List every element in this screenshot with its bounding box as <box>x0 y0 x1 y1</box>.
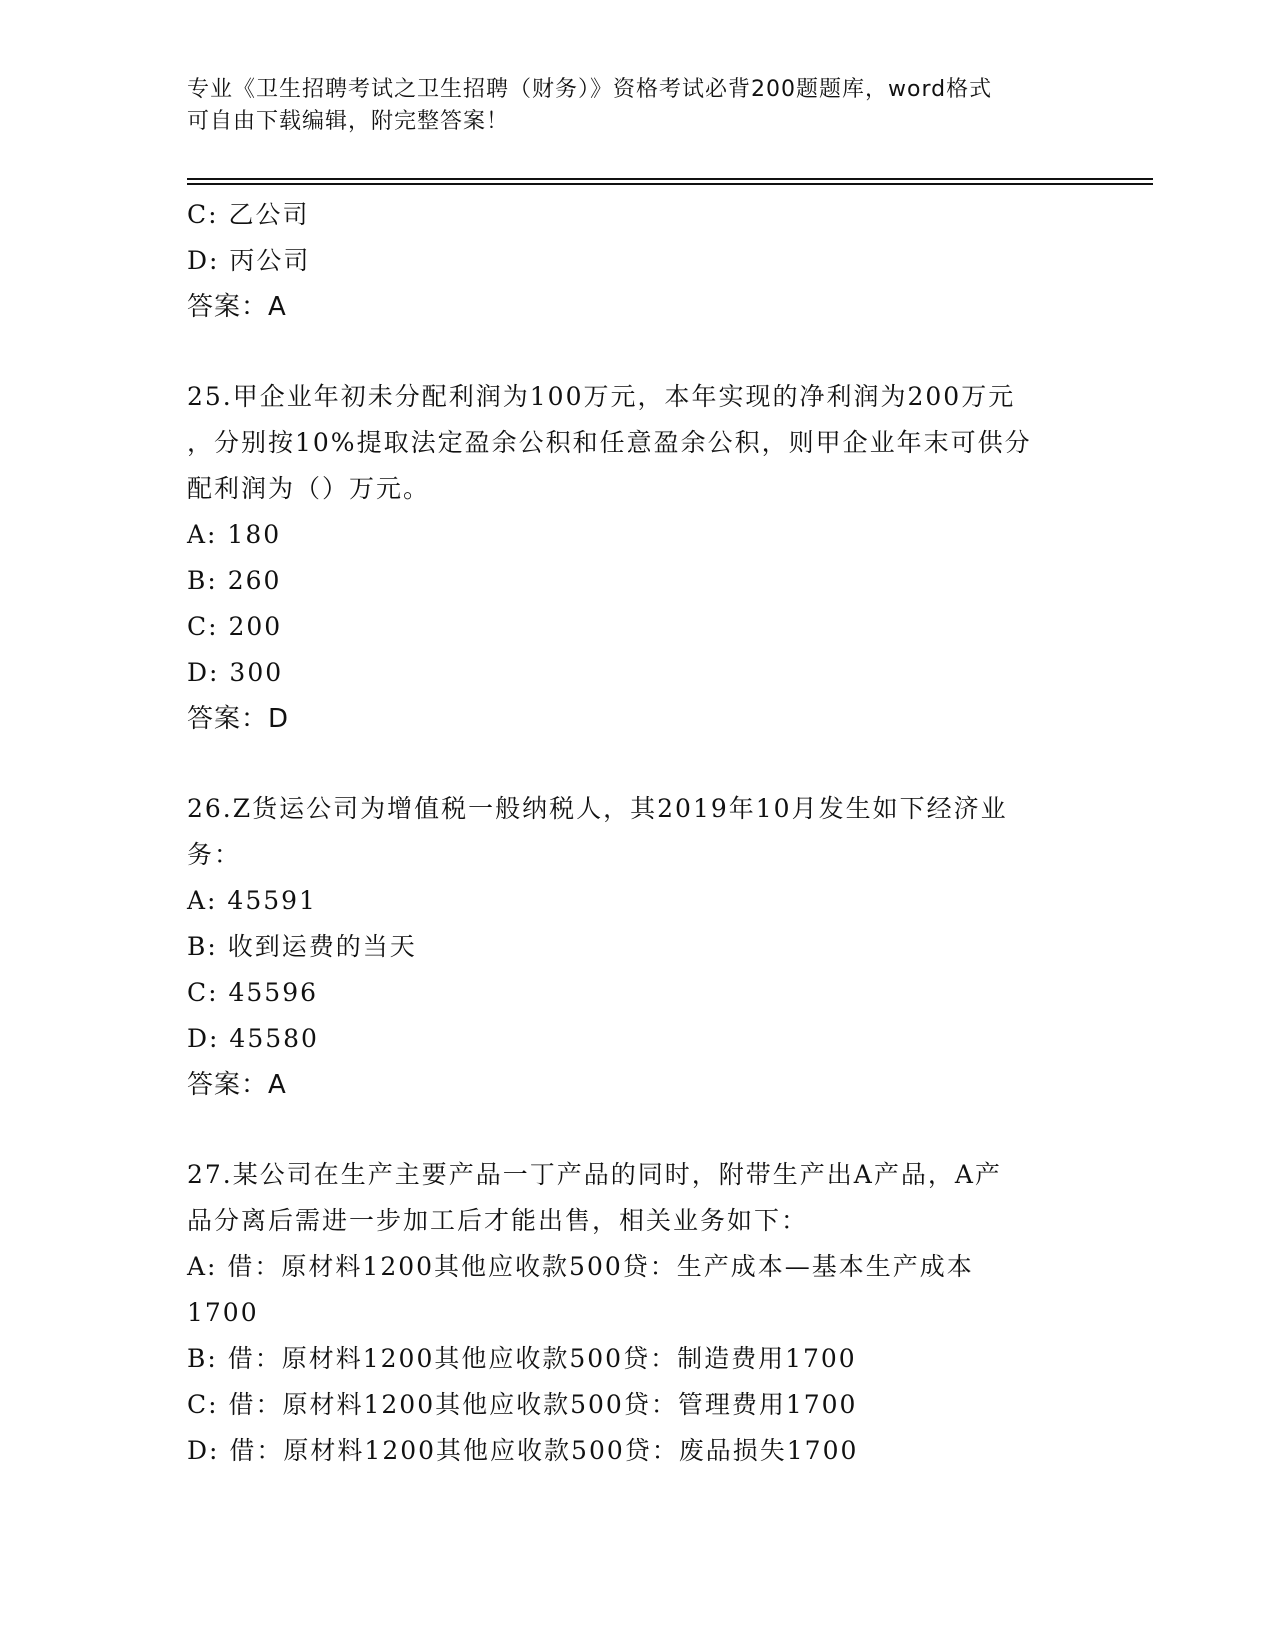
option-a: A: 180 <box>187 520 282 549</box>
question-26 <box>187 786 1087 1108</box>
question-text <box>187 1152 1087 1244</box>
answer-line: 答案：A <box>187 1070 287 1100</box>
page-header <box>187 74 1067 138</box>
question-text-line: ，分别按10%提取法定盈余公积和任意盈余公积，则甲企业年末可供分 <box>187 428 1032 457</box>
header-divider-bottom <box>187 183 1153 185</box>
header-divider-top <box>187 178 1153 180</box>
question-text <box>187 786 1087 878</box>
option-c: C: 45596 <box>187 978 319 1007</box>
header-title-line-1: 专业《卫生招聘考试之卫生招聘（财务）》资格考试必背200题题库，word格式 <box>187 77 993 102</box>
option-a: A: 45591 <box>187 886 317 915</box>
question-25 <box>187 374 1087 742</box>
question-text <box>187 374 1087 512</box>
question-text-line: 配利润为（）万元。 <box>187 474 431 503</box>
question-text-line: 25.甲企业年初未分配利润为100万元，本年实现的净利润为200万元 <box>187 382 1016 411</box>
question-text-line: 27.某公司在生产主要产品一丁产品的同时，附带生产出A产品，A产 <box>187 1160 1002 1189</box>
answer-line: 答案：D <box>187 704 290 734</box>
option-b: B: 收到运费的当天 <box>187 932 417 961</box>
header-title-line-2: 可自由下载编辑，附完整答案！ <box>187 109 510 134</box>
option-d: D: 丙公司 <box>187 246 311 275</box>
option-c: C: 借：原材料1200其他应收款500贷：管理费用1700 <box>187 1390 858 1419</box>
option-c: C: 乙公司 <box>187 200 310 229</box>
option-b: B: 借：原材料1200其他应收款500贷：制造费用1700 <box>187 1344 857 1373</box>
answer-line: 答案：A <box>187 292 287 322</box>
option-d: D: 45580 <box>187 1024 319 1053</box>
option-c: C: 200 <box>187 612 283 641</box>
option-a: A: 借：原材料1200其他应收款500贷：生产成本—基本生产成本 <box>187 1252 974 1281</box>
question-27 <box>187 1152 1087 1474</box>
question-text-line: 务： <box>187 840 242 869</box>
previous-question-block <box>187 192 1087 330</box>
question-text-line: 品分离后需进一步加工后才能出售，相关业务如下： <box>187 1206 809 1235</box>
document-body <box>187 192 1087 1474</box>
option-a-continued: 1700 <box>187 1298 259 1327</box>
question-text-line: 26.Z货运公司为增值税一般纳税人，其2019年10月发生如下经济业 <box>187 794 1008 823</box>
option-d: D: 300 <box>187 658 284 687</box>
option-d: D: 借：原材料1200其他应收款500贷：废品损失1700 <box>187 1436 859 1465</box>
option-b: B: 260 <box>187 566 282 595</box>
